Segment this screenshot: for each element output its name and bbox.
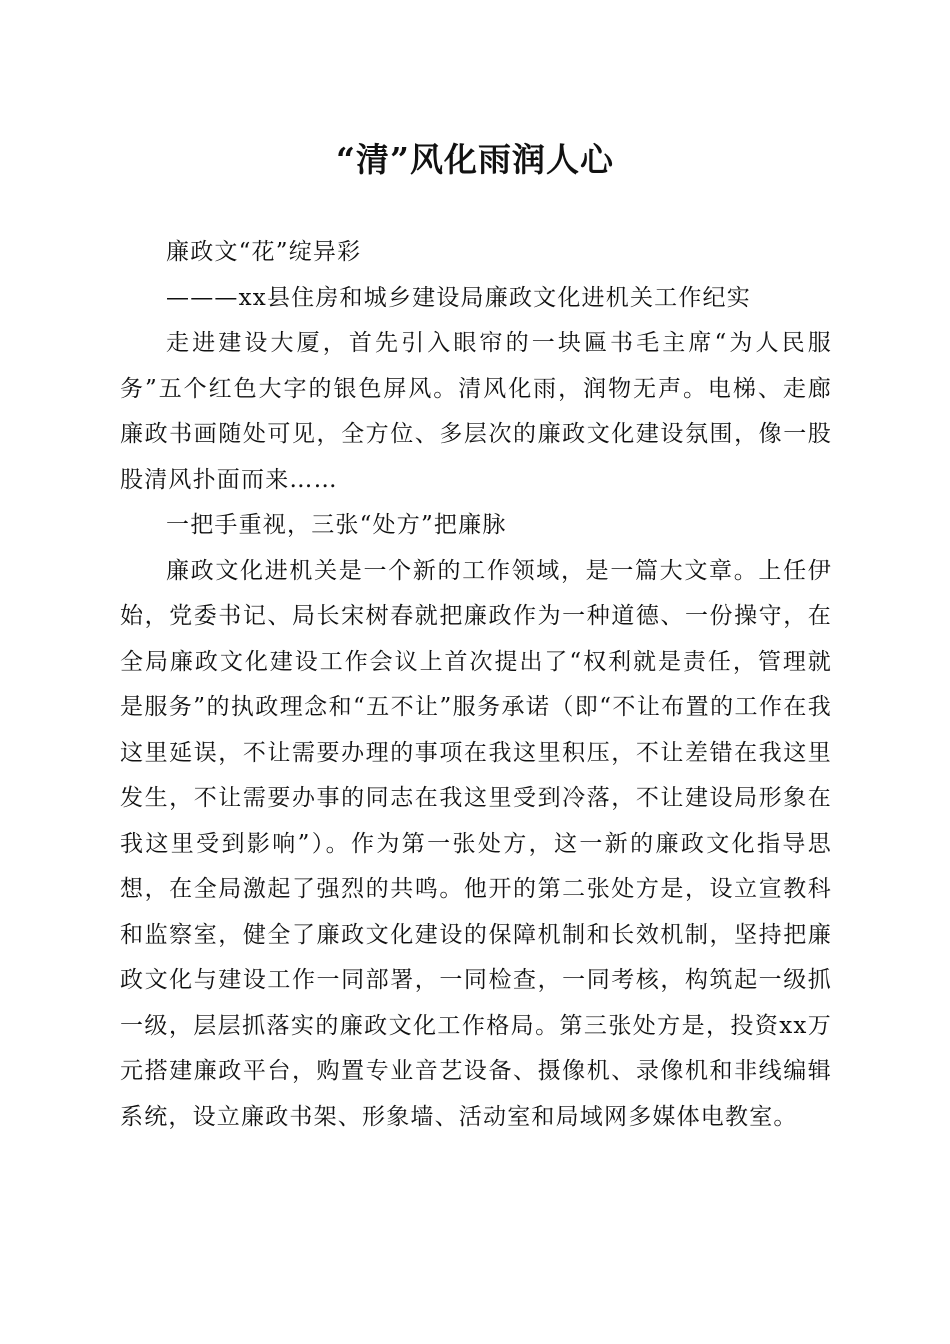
section-subheading: ———xx县住房和城乡建设局廉政文化进机关工作纪实	[166, 284, 751, 311]
document-title: “清”风化雨润人心	[336, 140, 614, 179]
body-paragraph: 廉政文化进机关是一个新的工作领域，是一篇大文章。上任伊始，党委书记、局长宋树春就把廉政作为一种道德、一份操守，在全局廉政文化建设工作会议上首次提出了“权利就是责任，管理就是服务”的执政理念和“五不让”服务承诺（即“不让布置的工作在我这里延误，不让需要办理的事项在我这里积压，不让差错在我这里发生，不让需要办事的同志在我这里受到冷落，不让建设局形象在我这里受到影响”）。作为第一张处方，这一新的廉政文化指导思想，在全局激起了强烈的共鸣。他开的第二张处方是，设立宣教科和监察室，健全了廉政文化建设的保障机制和长效机制，坚持把廉政文化与建设工作一同部署，一同检查，一同考核，构筑起一级抓一级，层层抓落实的廉政文化工作格局。第三张处方是，投资xx万元搭建廉政平台，购置专业音艺设备、摄像机、录像机和非线编辑系统，设立廉政书架、形象墙、活动室和局域网多媒体电教室。	[120, 557, 832, 1130]
body-paragraph: 走进建设大厦，首先引入眼帘的一块匾书毛主席“为人民服务”五个红色大字的银色屏风。清风化雨，润物无声。电梯、走廊廉政书画随处可见，全方位、多层次的廉政文化建设氛围，像一股股清风扑面而来……	[120, 330, 832, 493]
section-heading: 一把手重视，三张“处方”把廉脉	[166, 512, 507, 538]
section-heading: 廉政文“花”绽异彩	[166, 239, 362, 265]
document-body	[120, 230, 832, 1140]
